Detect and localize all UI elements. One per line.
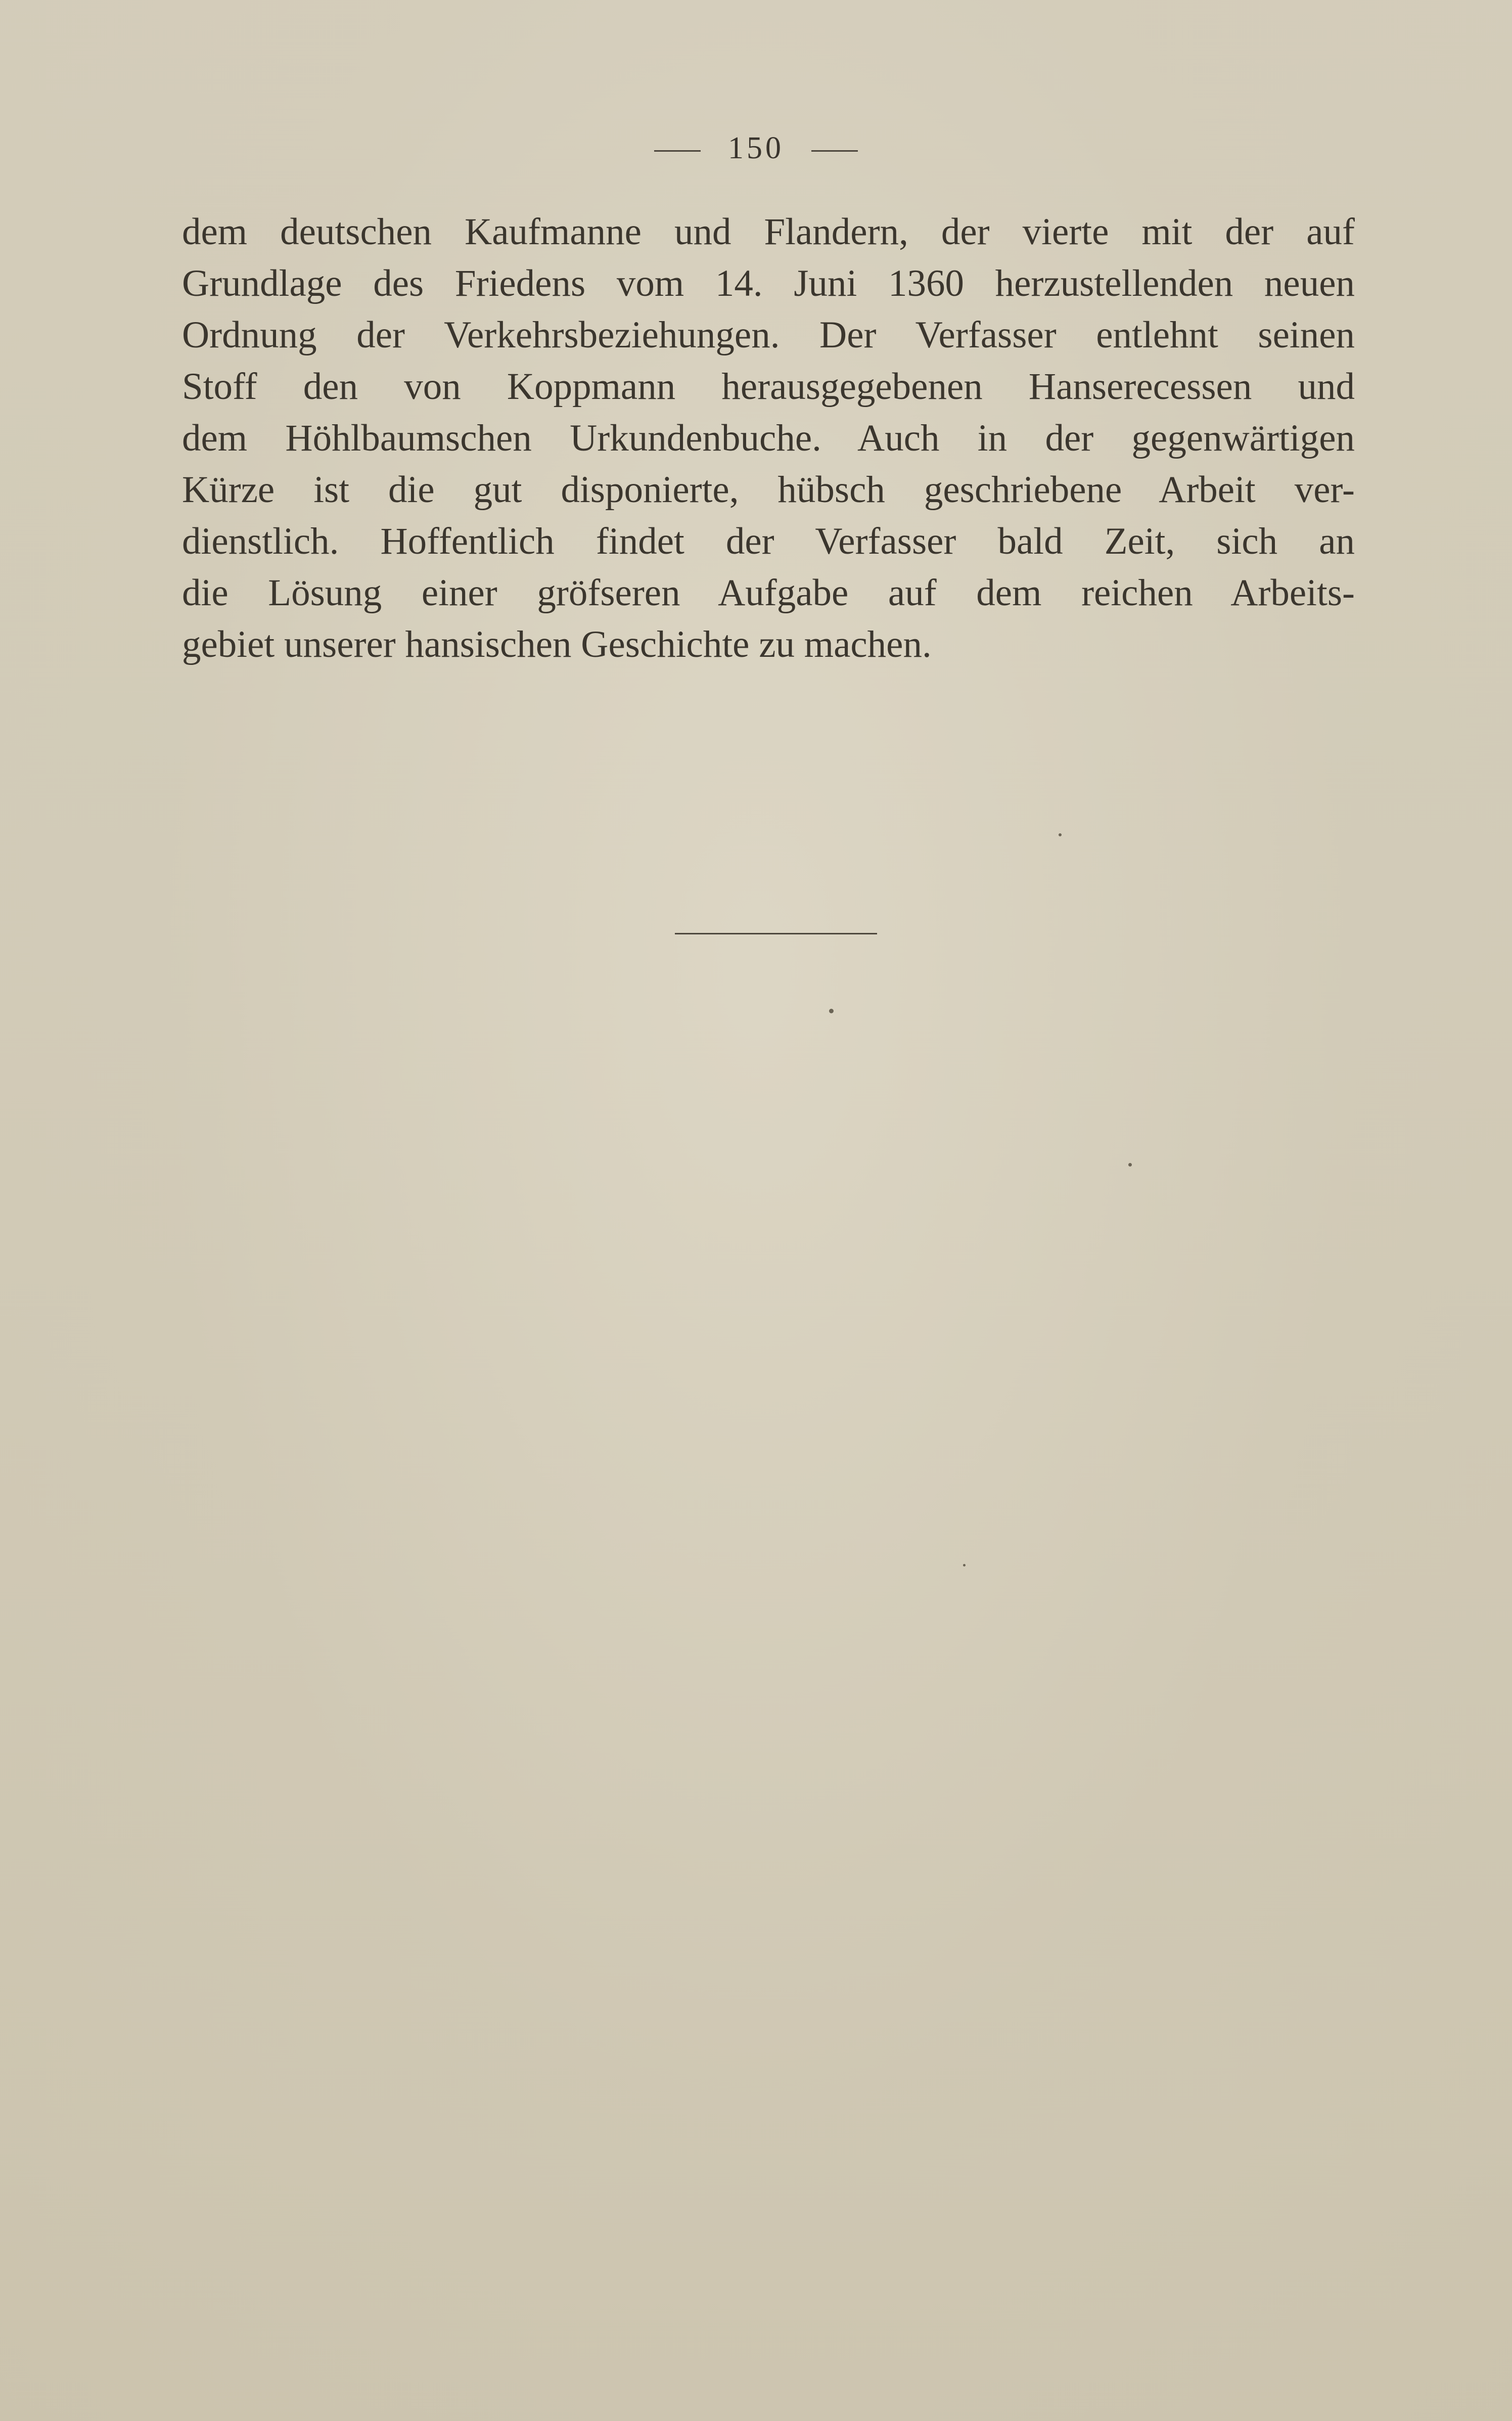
paper-speck [963, 1564, 966, 1566]
section-rule [675, 933, 877, 934]
right-dash [811, 150, 858, 152]
paper-speck [1128, 1163, 1132, 1167]
paper-speck [1059, 833, 1062, 836]
text-line: Grundlage des Friedens vom 14. Juni 1360 herzustellenden neuen [182, 262, 1355, 304]
text-line: Kürze ist die gut disponierte, hübsch geschriebene Arbeit ver- [182, 469, 1355, 511]
text-line: dem Höhlbaumschen Urkundenbuche. Auch in der gegenwärtigen [182, 417, 1355, 459]
body-paragraph [182, 206, 1355, 670]
left-dash [654, 150, 701, 152]
page-number: 150 [728, 131, 784, 165]
paper-speck [829, 1009, 834, 1013]
text-line: die Lösung einer gröfseren Aufgabe auf dem reichen Arbeits- [182, 572, 1355, 614]
text-line: Ordnung der Verkehrsbeziehungen. Der Verfasser entlehnt seinen [182, 314, 1355, 356]
text-line: gebiet unserer hansischen Geschichte zu machen. [182, 623, 932, 665]
text-line: dienstlich. Hoffentlich findet der Verfasser bald Zeit, sich an [182, 520, 1355, 562]
text-line: dem deutschen Kaufmanne und Flandern, der vierte mit der auf [182, 211, 1355, 253]
text-line: Stoff den von Koppmann herausgegebenen Hanserecessen und [182, 366, 1355, 408]
page-number-header [0, 130, 1512, 166]
